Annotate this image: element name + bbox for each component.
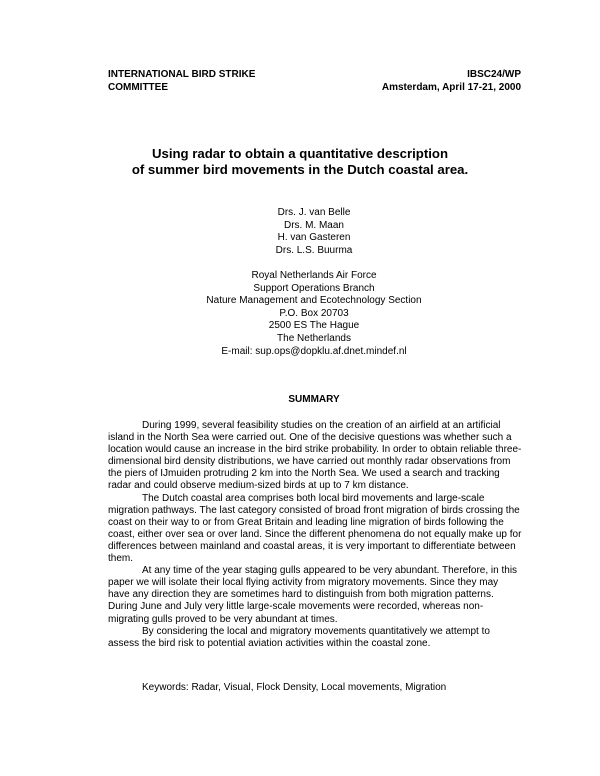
summary-paragraph: The Dutch coastal area comprises both local bird movements and large-scale migration pathways. The last category consisted of broad front migration of birds crossing the coast on their way to or from Great Britain and leading line migration of birds following the coast, either over sea or over land. Since the different phenomena do not equally make up for differences between mainland and coastal areas, it is very important to differentiate between them. [108, 492, 522, 565]
committee-header [108, 69, 255, 94]
meeting-location-date: Amsterdam, April 17-21, 2000 [381, 81, 521, 93]
summary-paragraph: During 1999, several feasibility studies on the creation of an airfield at an artificial island in the North Sea were carried out. One of the decisive questions was whether such a location would cause an increase in the bird strike probability. In order to obtain reliable three-dimensional bird density distributions, we have carried out monthly radar observations from the piers of IJmuiden protruding 2 km into the North Sea. We used a search and tracking radar and could observe medium-sized birds at up to 7 km distance. [108, 420, 522, 492]
affiliation-line: The Netherlands [277, 332, 351, 344]
paper-title [0, 146, 600, 178]
summary-body [108, 420, 522, 650]
affiliation-line: Nature Management and Ecotechnology Section [206, 295, 422, 307]
affiliation-line: 2500 ES The Hague [268, 320, 360, 332]
author-list [0, 207, 600, 257]
summary-heading: SUMMARY [288, 394, 340, 405]
contact-email: E-mail: sup.ops@dopklu.af.dnet.mindef.nl [221, 345, 407, 357]
committee-line: COMMITTEE [108, 81, 168, 93]
author: Drs. L.S. Buurma [275, 244, 353, 256]
affiliation-line: P.O. Box 20703 [279, 307, 349, 319]
committee-line: INTERNATIONAL BIRD STRIKE [108, 69, 256, 80]
title-line: of summer bird movements in the Dutch coastal area. [131, 162, 469, 177]
title-line: Using radar to obtain a quantitative description [151, 146, 449, 161]
affiliation-block [0, 270, 600, 358]
summary-paragraph: At any time of the year staging gulls appeared to be very abundant. Therefore, in this paper we will isolate their local flying activity from migratory movements. Since they may have any direction they are sometimes hard to distinguish from both migration patterns. During June and July very little large-scale movements were recorded, whereas non-migrating gulls proved to be very abundant at times. [108, 565, 518, 625]
summary-paragraph: By considering the local and migratory movements quantitatively we attempt to assess the bird risk to potential aviation activities within the coastal zone. [108, 625, 490, 649]
paper-id: IBSC24/WP [467, 69, 521, 80]
affiliation-line: Support Operations Branch [253, 282, 375, 294]
author: Drs. J. van Belle [277, 207, 351, 218]
keywords-line: Keywords: Radar, Visual, Flock Density, Local movements, Migration [142, 682, 447, 693]
author: H. van Gasteren [277, 232, 351, 244]
affiliation-line: Royal Netherlands Air Force [251, 270, 377, 281]
meeting-header [382, 69, 521, 94]
author: Drs. M. Maan [283, 219, 344, 231]
